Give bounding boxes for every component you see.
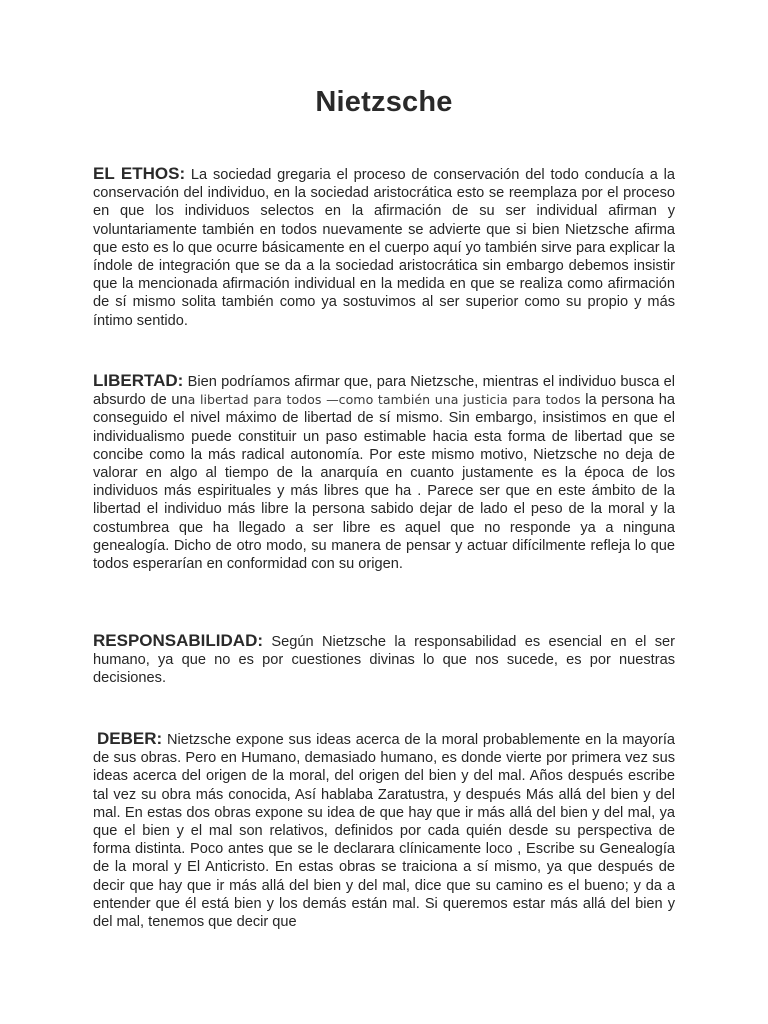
section-body-libertad-part1: Bien podríamos afirmar que, para Nietzsche, mientras el individuo busca el absurdo de un	[93, 374, 675, 409]
section-body-responsabilidad: Según Nietzsche la responsabilidad es esencial en el ser humano, ya que no es por cuestiones divinas lo que nos sucede, es por nuestras decisiones.	[93, 634, 675, 687]
section-body-deber: Nietzsche expone sus ideas acerca de la moral probablemente en la mayoría de sus obras. Pero en Humano, demasiado humano, es donde vierte por primera vez sus ideas acerca del origen de la moral, del origen del bien y del mal. Años después escribe tal vez su obra más conocida, Así hablaba Zaratustra, y después Más allá del bien y del mal. En estas dos obras expone su idea de que hay que ir más allá del bien y del mal, ya que el bien y el mal son relativos, definidos por cada quién desde su perspectiva de forma distinta. Poco antes que se le declarara clínicamente loco , Escribe su Genealogía de la moral y El Anticristo. En estas obras se traiciona a sí mismo, ya que después de decir que hay que ir más allá del bien y del mal, dice que su camino es el bueno; y da a entender que él está bien y los demás están mal. Si queremos estar más allá del bien y del mal, tenemos que decir que	[93, 732, 675, 931]
section-deber	[93, 730, 675, 931]
section-responsabilidad	[93, 632, 675, 688]
section-body-libertad-part2: la persona ha conseguido el nivel máximo de libertad de sí mismo. Sin embargo, insistimos en que el individualismo puede constituir un paso estimable hacia esta forma de libertad que se concibe como la más radical autonomía. Por este mismo motivo, Nietzsche no deja de valorar en algo al tiempo de la anarquía en cuanto justamente es la época de los individuos más espirituales y más libres que ha . Parece ser que en este ámbito de la libertad el individuo más libre la persona sabido dejar de lado el peso de la moral y la costumbrea que ha llegado a ser libre es aquel que no responde ya a ninguna genealogía. Dicho de otro modo, su manera de pensar y actuar difícilmente refleja lo que todos esperarían en conformidad con su origen.	[93, 392, 675, 573]
section-libertad	[93, 372, 675, 573]
section-heading-deber: DEBER:	[97, 729, 163, 748]
page-title: Nietzsche	[315, 86, 453, 118]
section-heading-responsabilidad: RESPONSABILIDAD:	[93, 631, 264, 650]
section-ethos	[93, 165, 675, 330]
section-heading-ethos: EL ETHOS:	[93, 164, 186, 183]
section-body-ethos: La sociedad gregaria el proceso de conservación del todo conducía a la conservación del individuo, en la sociedad aristocrática esto se reemplaza por el proceso en que los individuos selectos en la afirmación de su ser individual afirman y voluntariamente también en todos nuevamente se advierte que si bien Nietzsche afirma que esto es lo que ocurre básicamente en el cuerpo aquí yo también sirve para explicar la índole de integración que se da a la sociedad aristocrática sin embargo debemos insistir que la mencionada afirmación individual en la medida en que se realiza como afirmación de sí mismo solita también como ya sostuvimos al ser superior como su propio y más íntimo sentido.	[93, 167, 675, 329]
section-body-libertad-quote: a libertad para todos —como también una justicia para todos	[187, 392, 581, 408]
section-heading-libertad: LIBERTAD:	[93, 371, 184, 390]
